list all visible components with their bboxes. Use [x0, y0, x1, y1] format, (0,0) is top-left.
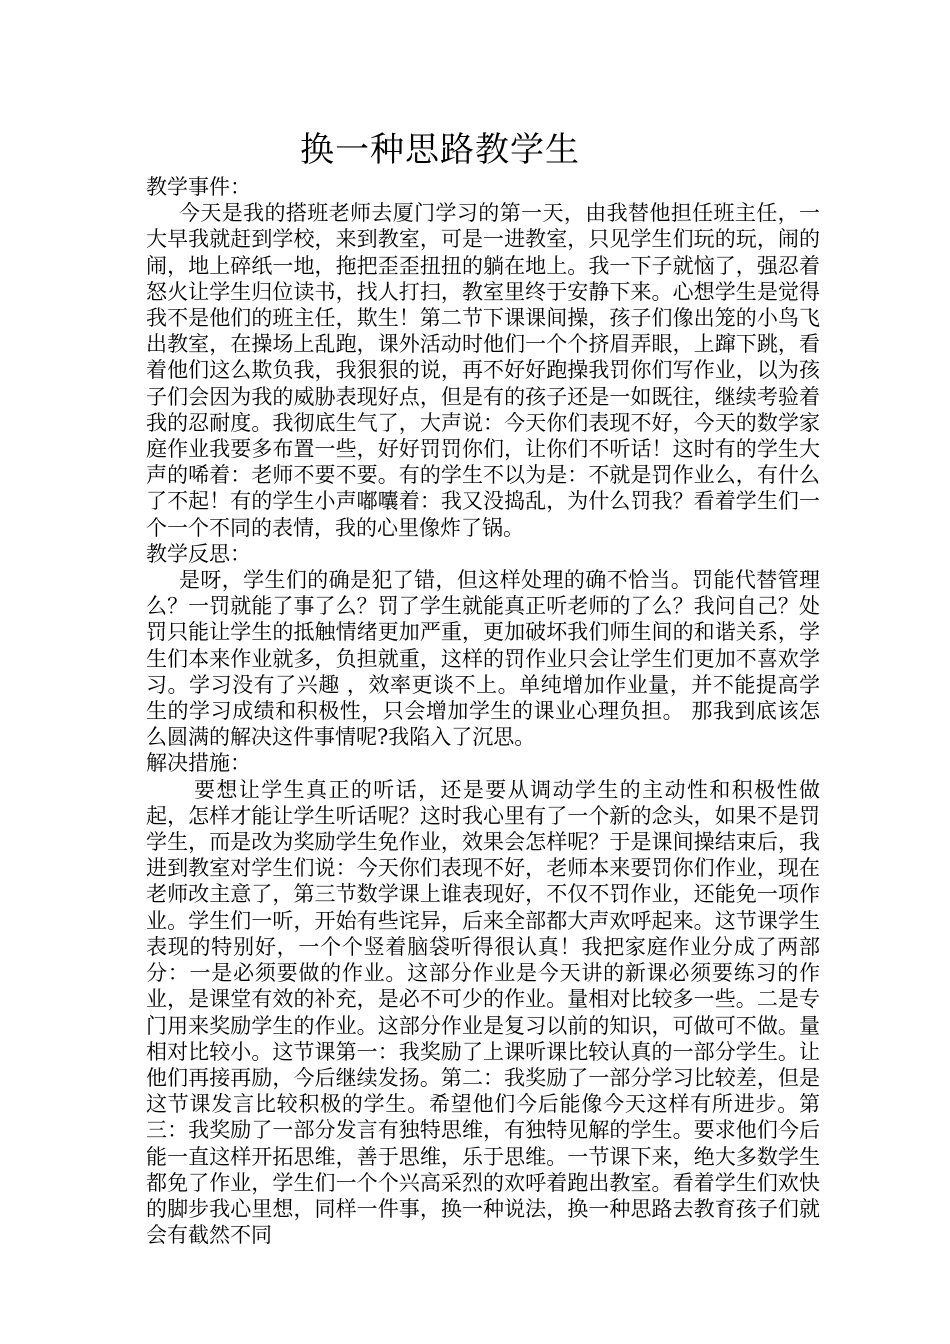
section-heading-solution: 解决措施：	[146, 751, 251, 776]
section-paragraph-solution: 要想让学生真正的听话，还是要从调动学生的主动性和积极性做起，怎样才能让学生听话呢？这时我心里有了一个新的念头，如果不是罚学生，而是改为奖励学生免作业，效果会怎样呢？于是课间操结束后，我进到教室对学生们说：今天你们表现不好，老师本来要罚你们作业，现在老师改主意了，第三节数学课上谁表现好，不仅不罚作业，还能免一项作业。学生们一听，开始有些诧异，后来全部都大声欢呼起来。这节课学生表现的特别好，一个个竖着脑袋听得很认真！我把家庭作业分成了两部分：一是必须要做的作业。这部分作业是今天讲的新课必须要练习的作业，是课堂有效的补充，是必不可少的作业。量相对比较多一些。二是专门用来奖励学生的作业。这部分作业是复习以前的知识，可做可不做。量相对比较小。这节课第一：我奖励了上课听课比较认真的一部分学生。让他们再接再励，今后继续发扬。第二：我奖励了一部分学习比较差，但是这节课发言比较积极的学生。希望他们今后能像今天这样有所进步。第三：我奖励了一部分发言有独特思维，有独特见解的学生。要求他们今后能一直这样开拓思维，善于思维，乐于思维。一节课下来，绝大多数学生都免了作业，学生们一个个兴高采烈的欢呼着跑出教室。看着学生们欢快的脚步我心里想，同样一件事，换一种说法，换一种思路去教育孩子们就会有截然不同	[146, 777, 820, 1248]
section-paragraph-teaching-event: 今天是我的搭班老师去厦门学习的第一天，由我替他担任班主任，一大早我就赶到学校，来到教室，可是一进教室，只见学生们玩的玩，闹的闹，地上碎纸一地，拖把歪歪扭扭的躺在地上。我一下子就恼了，强忍着怒火让学生归位读书，找人打扫，教室里终于安静下来。心想学生是觉得我不是他们的班主任，欺生！第二节下课课间操，孩子们像出笼的小鸟飞出教室，在操场上乱跑，课外活动时他们一个个挤眉弄眼，上蹿下跳，看着他们这么欺负我，我狠狠的说，再不好好跑操我罚你们写作业，以为孩子们会因为我的威胁表现好点，但是有的孩子还是一如既往，继续考验着我的忍耐度。我彻底生气了，大声说：今天你们表现不好，今天的数学家庭作业我要多布置一些，好好罚罚你们，让你们不听话！这时有的学生大声的唏着：老师不要不要。有的学生不以为是：不就是罚作业么，有什么了不起！有的学生小声嘟囔着：我又没捣乱，为什么罚我？看着学生们一个一个不同的表情，我的心里像炸了锅。	[146, 201, 820, 540]
section-paragraph-teaching-reflection: 是呀，学生们的确是犯了错，但这样处理的确不恰当。罚能代替管理么？一罚就能了事了么？罚了学生就能真正听老师的了么？我问自己？处罚只能让学生的抵触情绪更加严重，更加破坏我们师生间的和谐关系，学生们本来作业就多，负担就重，这样的罚作业只会让学生们更加不喜欢学习。学习没有了兴趣 ，效率更谈不上。单纯增加作业量，并不能提高学生的学习成绩和积极性，只会增加学生的课业心理负担。 那我到底该怎么圆满的解决这件事情呢?我陷入了沉思。	[146, 568, 820, 750]
document-title: 换一种思路教学生	[300, 130, 580, 170]
section-heading-teaching-event: 教学事件：	[146, 175, 251, 199]
document-body	[146, 174, 820, 1248]
section-heading-teaching-reflection: 教学反思：	[146, 541, 251, 566]
